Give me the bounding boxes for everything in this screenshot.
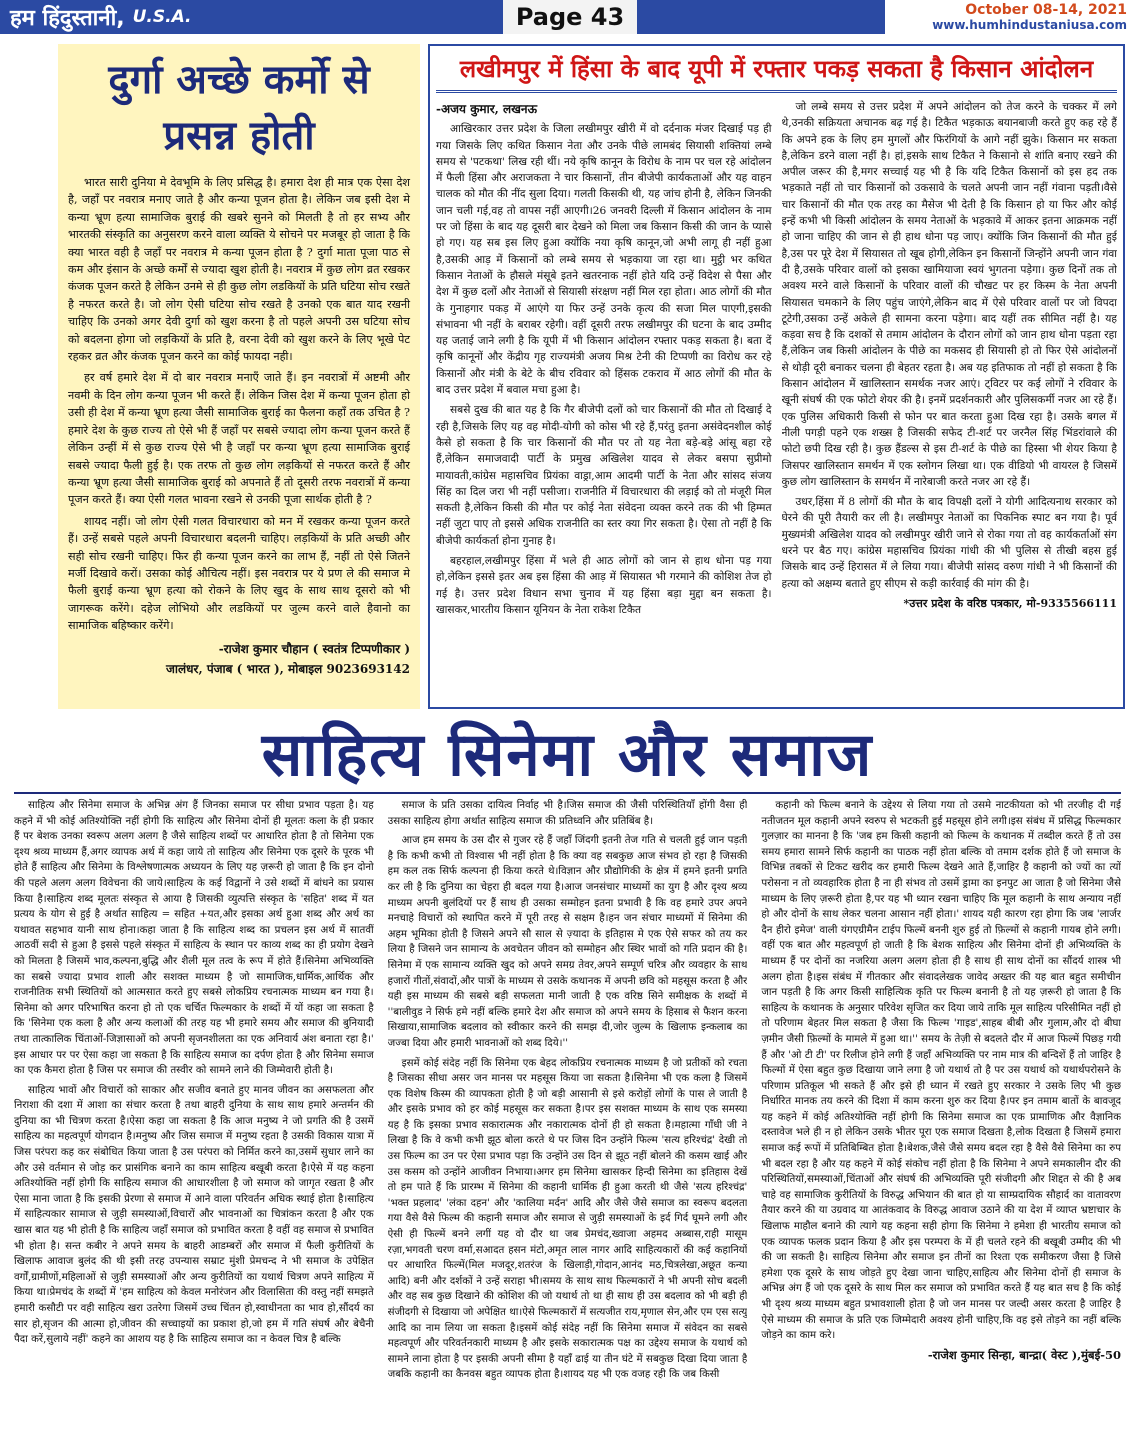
heading-divider <box>14 792 1121 794</box>
article-lakhimpur-columns <box>436 99 1117 705</box>
masthead-brand-area <box>0 0 500 34</box>
article-durga-paragraph: शायद नहीं। जो लोग ऐसी गलत विचारधारा को मन में रखकर कन्या पूजन करते हैं। उन्हें सबसे पहले अपनी विचारधारा बदलनी चाहिए। लड़कियों के प्रति अच्छी और सही सोच रखनी चाहिए। फिर ही कन्या पूजन करने का लाभ हैं, नहीं तो ऐसे जितने मर्जी दिखावे करों। उसका कोई औचित्य नहीं। इस नवरात्र पर ये प्रण ले की समाज मे फैली बुराई कन्या भ्रूण हत्या को रोकने के लिए खुद के साथ साथ दूसरो को भी जागरूक करेंगे। दहेज लोभियो और लडकियों पर जुल्म करने वाले हैवानो का सामाजिक बहिष्कार करेंगे। <box>68 514 410 633</box>
article-cinema-heading: साहित्य सिनेमा और समाज <box>261 720 874 790</box>
article-cinema-paragraph: इसमें कोई संदेह नहीं कि सिनेमा एक बेहद लोकप्रिय रचनात्मक माध्यम है जो प्रतीकों को रचता है जिसका सीधा असर जन मानस पर महसूस किया जा सकता है।सिनेमा भी एक कला है जिसमें एक विशेष किस्म की व्यापकता होती है जो बड़ी आसानी से इसे करोड़ों लोगों के पास ले जाती है और इसके प्रभाव को हर कोई महसूस कर सकता है।पर इस सशक्त माध्यम के साथ एक समस्या यह है कि इसका प्रभाव सकारात्मक और नकारात्मक दोनों ही हो सकता है।महात्मा गाँधी जी ने लिखा है कि वे कभी कभी झूठ बोला करते थे पर जिस दिन उन्होंने फिल्म 'सत्य हरिश्चंद्र' देखी तो उस फिल्म का उन पर ऐसा प्रभाव पड़ा कि उन्होंने उस दिन से झूठ नहीं बोलने की कसम खाई और उस कसम को उन्होंने आजीवन निभाया।अगर हम सिनेमा खासकर हिन्दी सिनेमा का इतिहास देखें तो हम पाते हैं कि प्रारम्भ में सिनेमा की कहानी धार्मिक ही हुआ करती थी जैसे 'सत्य हरिश्चंद्र' 'भक्त प्रहलाद' 'लंका दहन' और 'कालिया मर्दन' आदि और जैसे जैसे समाज का स्वरूप बदलता गया वैसे वैसे फिल्म की कहानी समाज और समाज से जुड़ी समस्याओं के इर्द गिर्द घूमने लगी और ऐसी ही फिल्में बनने लगीं यह वो दौर था जब प्रेमचंद,ख्वाजा अहमद अब्बास,राही मासूम रज़ा,भगवती चरण वर्मा,सआदत हसन मंटो,अमृत लाल नागर आदि साहित्यकारों की कई कहानियों पर आधारित फिल्में(मिल मजदूर,शतरंज के खिलाड़ी,गोदान,आनंद मठ,चित्रलेखा,अछूत कन्या आदि) बनी और दर्शकों ने उन्हें सराहा भी।समय के साथ साथ फिल्मकारों ने भी अपनी सोच बदली और वह सब कुछ दिखाने की कोशिश की जो यथार्थ तो था ही साथ ही उस बदलाव को भी बड़ी ही संजीदगी से दिखाया जो अपेक्षित था।ऐसे फिल्मकारों में सत्यजीत राय,मृणाल सेन,और एम एस सत्यु आदि का नाम लिया जा सकता है।इसमें कोई संदेह नहीं कि सिनेमा समाज में संवेदन का सबसे महत्वपूर्ण और परिवर्तनकारी माध्यम है और इसके सकारात्मक पक्ष का उद्देश्य समाज के यथार्थ को सामने लाना होता है पर इसकी अपनी सीमा है यहाँ ढाई या तीन घंटे में सबकुछ दिखा दिया जाता है जबकि कहानी का कैनवस बहुत व्यापक होता है।शायद यह भी एक वजह रही कि जब किसी <box>387 1057 748 1381</box>
publication-name: हम हिंदुस्तानी, <box>10 6 125 31</box>
masthead <box>0 0 1135 34</box>
article-lakhimpur-headline: लखीमपुर में हिंसा के बाद यूपी में रफ्तार पकड़ सकता है किसान आंदोलन <box>436 50 1117 93</box>
article-durga <box>58 44 420 709</box>
article-cinema-byline: -राजेश कुमार सिन्हा, बान्द्रा( वेस्ट ),मुंबई-50 <box>927 1347 1121 1362</box>
page-number: Page 43 <box>500 0 640 34</box>
article-cinema-column-3 <box>761 798 1121 1440</box>
masthead-meta <box>885 0 1135 34</box>
article-cinema <box>14 798 1121 1440</box>
article-lakhimpur-credit: *उत्तर प्रदेश के वरिष्ठ पत्रकार, मो-9335566111 <box>903 596 1117 610</box>
publication-region: U.S.A. <box>132 7 192 27</box>
article-cinema-paragraph: साहित्य और सिनेमा समाज के अभिन्न अंग हैं जिनका समाज पर सीधा प्रभाव पड़ता है। यह कहने में भी कोई अतिश्योक्ति नहीं होगी कि साहित्य और सिनेमा दोनों ही मूलतः कला के ही प्रकार हैं पर बेशक उनका स्वरूप अलग अलग है जैसे साहित्य शब्दों पर आधारित होता है तो सिनेमा एक दृश्य श्रव्य माध्यम हैं,अगर व्यापक अर्थ में कहा जाये तो साहित्य और सिनेमा एक दूसरे के पूरक भी होते हैं साहित्य और सिनेमा के विश्लेषणात्मक अध्ययन के लिए यह ज़रूरी हो जाता है कि इन दोनो की पहले अलग अलग विवेचना की जाये।साहित्य के कई विद्वानों ने उसे शब्दों में बांधने का प्रयास किया है।साहित्य शब्द मूलतः संस्कृत से आया है जिसकी व्युत्पत्ति संस्कृत के 'सहित' शब्द में यत प्रत्यय के योग से हुई है अर्थात साहित्य = सहित +यत,और इसका अर्थ हुआ शब्द और अर्थ का यथावत सहभाव यानी साथ होना।कहा जाता है कि साहित्य शब्द का प्रचलन इस अर्थ में सातवीं आठवीं सदी से हुआ है इससे पहले संस्कृत में साहित्य के स्थान पर काव्य शब्द का ही प्रयोग देखने को मिलता है जिसमें भाव,कल्पना,बुद्धि और शैली मूल तत्व के रूप में होते हैं।सिनेमा अभिव्यक्ति का सबसे ज्यादा प्रभाव शाली और सशक्त माध्यम है जो सामाजिक,धार्मिक,आर्थिक और राजनीतिक सभी स्थितियों को आत्मसात करते हुए सबसे लोकप्रिय रचनात्मक माध्यम बन गया है।सिनेमा को अगर परिभाषित करना हो तो एक चर्चित फिल्मकार के शब्दों में यों कहा जा सकता है कि 'सिनेमा एक कला है और अन्य कलाओं की तरह यह भी हमारे समय और समाज की बुनियादी तथा तात्कालिक चिंताओं-जिज्ञासाओं को अपनी सृजनशीलता का एक अनिवार्य अंश बनाता रहा है।' इस आधार पर पर ऐसा कहा जा सकता है कि साहित्य समाज का दर्पण होता है और सिनेमा समाज का एक कैमरा होता है जिस पर समाज की तस्वीर को सामने लाने की जिम्मेवारी होती है। <box>14 800 374 1077</box>
issue-date: October 08-14, 2021 <box>965 2 1127 18</box>
article-durga-byline-name: -राजेश कुमार चौहान ( स्वतंत्र टिप्पणीकार ) <box>218 641 410 656</box>
article-durga-byline-contact: जालंधर, पंजाब ( भारत ), मोबाइल 9023693142 <box>166 661 410 676</box>
article-lakhimpur-author: -अजय कुमार, लखनऊ <box>436 102 537 116</box>
article-cinema-column-2 <box>388 798 748 1440</box>
article-cinema-paragraph: समाज के प्रति उसका दायित्व निर्वाह भी है।जिस समाज की जैसी परिस्थितियाँ होंगी वैसा ही उसका साहित्य होगा अर्थात साहित्य समाज की प्रतिध्वनि और प्रतिबिंब है। <box>387 800 748 827</box>
article-durga-paragraph: भारत सारी दुनिया मे देवभूमि के लिए प्रसिद्ध है। हमारा देश ही मात्र एक ऐसा देश है, जहाँ पर नवरात्र मनाए जाते है और कन्या पूजन होता है। लेकिन जब इसी देश मे कन्या भ्रूण हत्या सामाजिक बुराई की खबरे सुनने को मिलती है तो हर सभ्य और भारतकी संस्कृति का अनुसरण करने वाला व्यक्ति ये सोचने पर मजबूर हो जाता है कि क्या भारत वही है जहाँ पर नवरात्र मे कन्या पूजन होता है ? दुर्गा माता पूजा पाठ से कम और इंसान के अच्छे कर्मों से ज्यादा खुश होती है। नवरात्र में कुछ लोग व्रत रखकर कंजक पूजन करते है लेकिन उनमे से ही कुछ लोग लडकियों के प्रति घटिया सोच रखते है नफरत करते है। जो लोग ऐसी घटिया सोच रखते है उनको एक बात याद रखनी चाहिए कि उनको अगर देवी दुर्गा को खुश करना है तो पहले अपनी उस घटिया सोच को बदलना होगा जो लड़कियों के प्रति है, वरना देवी को खुश करने के लिए भूखे पेट रहकर व्रत और कंजक पूजन करने का कोई फायदा नही। <box>68 176 410 364</box>
article-lakhimpur-column-1 <box>436 99 772 705</box>
article-cinema-paragraph: साहित्य भावों और विचारों को साकार और सजीव बनाते हुए मानव जीवन का असफलता और निराशा की दशा में आशा का संचार करता है तथा बाहरी दुनिया के साथ साथ हमारे अन्तर्मन की दुनिया का भी चित्रण करता है।ऐसा कहा जा सकता है कि आज मनुष्य ने जो प्रगति की है उसमें साहित्य का महत्वपूर्ण योगदान है।मनुष्य और जिस समाज में मनुष्य रहता है उसकी विकास यात्रा में जिस परंपरा कह कर संबोधित किया जाता है उस परंपरा को निर्मित करने का,उसमें सुधार लाने का और उसे वर्तमान से जोड़ कर प्रासंगिक बनाने का काम साहित्य बखूबी करता है।ऐसे में यह कहना अतिश्योक्ति नहीं होगी कि साहित्य समाज की आधारशीला है जो समाज को जागृत रखता है और ऐसा माना जाता है कि इसकी प्रेरणा से समाज में आने वाला परिवर्तन अधिक स्थाई होता है।साहित्य में साहित्यकार सामाज से जुड़ी समस्याओं,विचारों और भावनाओं का चित्रांकन करता है और एक खास बात यह भी होती है कि साहित्य जहाँ समाज को प्रभावित करता है वहीं वह समाज से प्रभावित भी होता है। सन्त कबीर ने अपने समय के बाहरी आडम्बरों और समाज में फैली कुरीतियों के खिलाफ आवाज बुलंद की थी इसी तरह उपन्यास सम्राट मुंशी प्रेमचन्द ने भी समाज के उपेक्षित वर्गों,ग्रामीणों,महिलाओं से जुड़ी समस्याओं और अन्य कुरीतियों का यथार्थ चित्रण अपने साहित्य में किया था।प्रेमचंद के शब्दों में 'हम साहित्य को केवल मनोरंजन और विलासिता की वस्तु नहीं समझते हमारी कसौटी पर वही साहित्य खरा उतरेगा जिसमें उच्च चिंतन हो,स्वाधीनता का भाव हो,सौंदर्य का सार हो,सृजन की आत्मा हो,जीवन की सच्चाइयों का प्रकाश हो,जो हम में गति संघर्ष और बेचैनी पैदा करें,सुलाये नहीं' कहने का आशय यह है कि साहित्य समाज का न केवल चित्र है बल्कि <box>14 1084 374 1346</box>
article-cinema-paragraph: कहानी को फिल्म बनाने के उद्देश्य से लिया गया तो उसमे नाटकीयता को भी तरजीह दी गई नतीजतन मूल कहानी अपने स्वरुप से भटकती हुई महसूस होने लगी।इस संबंध में प्रसिद्ध फिल्मकार गुलज़ार का मानना है कि 'जब हम किसी कहानी को फिल्म के कथानक में तब्दील करते हैं तो उस समय हमारा सामने सिर्फ कहानी का पाठक नहीं होता बल्कि वो तमाम दर्शक होते हैं जो समाज के विभिन्न तबकों से टिकट खरीद कर हमारी फिल्म देखने आते हैं,जाहिर है कहानी को ज्यों का त्यों परोसना न तो व्यवहारिक होता है ना ही संभव तो उसमें ड्रामा का इनपुट आ जाता है जो सिनेमा जैसे माध्यम के लिए ज़रूरी होता है,पर यह भी ध्यान रखना चाहिए कि मूल कहानी के साथ अन्याय नहीं हो और दोनों के साथ लेकर चलना आसान नहीं होता।' शायद यही कारण रहा होगा कि जब 'लार्जर दैन हीरो इमेज' वाली यंगएग्रीमैन टाईप फिल्में बननी शुरु हुई तो फ़िल्मों से कहानी गायब होने लगी।वहीं एक बात और महत्वपूर्ण हो जाती है कि बेशक साहित्य और सिनेमा दोनों ही अभिव्यक्ति के माध्यम हैं पर दोनों का नजरिया अलग अलग होता ही है साथ ही साथ दोनों का सौंदर्य शास्त्र भी अलग होता है।इस संबंध में गीतकार और संवादलेखक जावेद अख्तर की यह बात बहुत समीचीन जान पड़ती है कि अगर किसी साहित्यिक कृति पर फिल्म बनानी है तो यह ज़रूरी हो जाता है कि साहित्य के कथानक के अनुसार परिवेश सृजित कर दिया जाये ताकि मूल साहित्य परिसीमित नहीं हो तो परिणाम बेहतर मिल सकता है जैसा कि फिल्म 'गाइड',साहब बीबी और गुलाम,और दो बीघा ज़मीन जैसी फ़िल्मों के मामले में हुआ था।'' समय के तेज़ी से बदलते दौर में आज फिल्में पिछड़ गयी हैं और 'ओ टी टी' पर रिलीज होने लगी हैं जहाँ अभिव्यक्ति पर नाम मात्र की बन्दिशें हैं तो जाहिर है फिल्मों में ऐसा बहुत कुछ दिखाया जाने लगा है जो यथार्थ तो है पर उस यथार्थ को यथार्थपरोसने के परिणाम प्रतिकूल भी सकते हैं और इसे ही ध्यान में रखते हुए सरकार ने उसके लिए भी कुछ निर्धारित मानक तय करने की दिशा में काम करना शुरु कर दिया है।पर इन तमाम बातों के बावजूद यह कहने में कोई अतिश्योक्ति नहीं होगी कि सिनेमा समाज का एक प्रामाणिक और वैज्ञानिक दस्तावेज भले ही न हो लेकिन उसके भीतर पूरा एक समाज दिखता है,लोक दिखता है जिसमें हमारा समाज कई रूपों में प्रतिबिम्बित होता है।बेशक,जैसे जैसे समय बदल रहा है वैसे वैसे सिनेमा का रुप भी बदल रहा है और यह कहने में कोई संकोच नहीं होता है कि सिनेमा ने अपने समकालीन दौर की परिस्थितियों,समस्याओं,चिंताओं और संघर्ष की अभिव्यक्ति पूरी संजीदगी और शिद्दत से की है अब चाहे वह सामाजिक कुरीतियों के विरुद्ध अभियान की बात हो या साम्प्रदायिक सौहार्द का वातावरण तैयार करने की या उग्रवाद या आतंकवाद के विरुद्ध आवाज उठाने की या देश में व्याप्त भ्रष्टाचार के खिलाफ माहौल बनाने की त्यागे यह कहना सही होगा कि सिनेमा ने हमेशा ही भारतीय समाज को एक व्यापक फलक प्रदान किया है और इस परम्परा के में ही चलते रहने की बखूबी उम्मीद की भी की जा सकती है। साहित्य सिनेमा और समाज इन तीनों का रिश्ता एक समीकरण जैसा है जिसे हमेशा एक दूसरे के साथ जोड़ते हुए देखा जाना चाहिए,साहित्य और सिनेमा दोनों ही समाज के अभिन्न अंग हैं जो एक दूसरे के साथ मिल कर समाज को प्रभावित करते हैं यह बात सच है कि कोई भी दृश्य श्रव्य माध्यम बहुत प्रभावशाली होता है जो जन मानस पर जल्दी असर करता है जाहिर है ऐसे माध्यम की समाज के प्रति एक जिम्मेदारी अवश्य होनी चाहिए,कि वह इसे तोड़ने का नहीं बल्कि जोड़ने का काम करे। <box>761 800 1121 1342</box>
article-durga-headline: दुर्गा अच्छे कर्मो से प्रसन्न होती <box>108 57 370 159</box>
article-lakhimpur-paragraph: बहरहाल,लखीमपुर हिंसा में भले ही आठ लोगों को जान से हाथ धोना पड़ गया हो,लेकिन इससे इतर अब इस हिंसा की आड़ में सियासत भी गरमाने की कोशिश तेज हो गई है। उत्तर प्रदेश विधान सभा चुनाव में यह हिंसा बड़ा मुद्दा बन सकता है। खासकर,भारतीय किसान यूनियन के नेता राकेश टिकैत <box>436 555 772 616</box>
article-lakhimpur-column-2 <box>782 99 1118 705</box>
article-lakhimpur-paragraph: आखिरकार उत्तर प्रदेश के जिला लखीमपुर खीरी में वो दर्दनाक मंजर दिखाई पड़ ही गया जिसके लिए कथित किसान नेता और उनके पीछे लामबंद सियासी शक्तियां लम्बे समय से 'पटकथा' लिख रही थीं। नये कृषि कानून के विरोध के नाम पर चल रहे आंदोलन में फैली हिंसा और अराजकता ने चार किसानों, तीन बीजेपी कार्यकताओं और यह वाहन चालक को मौत की नींद सुला दिया। गलती किसकी थी, यह जांच होनी है, लेकिन जिनकी जान चली गई,वह तो वापस नहीं आएगी।26 जनवरी दिल्ली में किसान आंदोलन के नाम पर जो हिंसा के बाद यह दूसरी बार देखने को मिला जब किसान किसी की जान के प्यासे हो गए। यह सब इस लिए हुआ क्योंकि नया कृषि कानून,जो अभी लागू ही नहीं हुआ है,उसकी आड़ में किसानों को लम्बे समय से भड़काया जा रहा था। मुट्ठी भर कथित किसान नेताओं के हौसले मंसूबे इतने खतरनाक नहीं होते यदि उन्हें विदेश से पैसा और देश में कुछ दलों और नेताओं से सियासी संरक्षण नहीं मिल रहा होता। आठ लोगों की मौत के गुनाहगार पकड़ में आएंगे या फिर उन्हें उनके कृत्य की सजा मिल पाएगी,इसकी संभावना भी नहीं के बराबर रहेगी। वहीं दूसरी तरफ लखीमपुर की घटना के बाद उम्मीद यह जताई जाने लगी है कि यूपी में भी किसान आंदोलन रफ्तार पकड़ सकता है। बता दें कृषि कानूनों और केंद्रीय गृह राज्यमंत्री अजय मिश्र टेनी की टिप्पणी का विरोध कर रहे किसानों और मंत्री के बेटे के बीच रविवार को हिंसक टकराव में आठ लोगों की मौत के बाद उत्तर प्रदेश में बवाल मचा हुआ है। <box>436 123 772 397</box>
article-lakhimpur-paragraph: सबसे दुख की बात यह है कि गैर बीजेपी दलों को चार किसानों की मौत तो दिखाई दे रही है,जिसके लिए यह वह मोदी-योगी को कोस भी रहे हैं,परंतु इतना असंवेदनशील कोई कैसे हो सकता है कि चार किसानों की मौत पर तो यह नेता बड़े-बड़े आंसू बहा रहे हैं,लेकिन समाजवादी पार्टी के प्रमुख अखिलेश यादव से लेकर बसपा सुप्रीमो मायावती,कांग्रेस महासचिव प्रियंका वाड्रा,आम आदमी पार्टी के नेता और सांसद संजय सिंह का दिल जरा भी नहीं पसीजा। राजनीति में विचारधारा की लड़ाई को तो मंजूरी मिल सकती है,लेकिन किसी की मौत पर कोई नेता संवेदना व्यक्त करने तक की भी हिम्मत नहीं जुटा पाए तो इससे अधिक राजनीति का स्तर क्या गिर सकता है। ऐसा तो नहीं है कि बीजेपी कार्यकर्ता होना गुनाह है। <box>436 404 772 547</box>
article-lakhimpur <box>428 44 1125 709</box>
article-durga-body <box>68 174 410 635</box>
website-link[interactable]: www.humhindustaniusa.com <box>932 18 1127 32</box>
article-lakhimpur-paragraph: उधर,हिंसा में 8 लोगों की मौत के बाद विपक्षी दलों ने योगी आदित्यनाथ सरकार को घेरने की पूरी तैयारी कर ली है। लखीमपुर नेताओं का पिकनिक स्पाट बन गया है। पूर्व मुख्यमंत्री अखिलेश यादव को लखीमपुर खीरी जाने से रोका गया तो वह कार्यकर्ताओं संग धरने पर बैठ गए। कांग्रेस महासचिव प्रियंका गांधी की भी पुलिस से तीखी बहस हुई जिसके बाद उन्हें हिरासत में ले लिया गया। बीजेपी सांसद वरुण गांधी ने भी किसानों की हत्या को अक्षम्य बताते हुए सीएम से कड़ी कार्रवाई की मांग की है। <box>781 496 1117 590</box>
article-durga-paragraph: हर वर्ष हमारे देश में दो बार नवरात्र मनाएँ जाते हैं। इन नवरात्रों में अष्टमी और नवमी के दिन लोग कन्या पूजन भी करते हैं। लेकिन जिस देश में कन्या पूजन होता हो उसी ही देश में कन्या भ्रूण हत्या जैसी सामाजिक बुराई का फैलना कहाँ तक उचित है ? हमारे देश के कुछ राज्य तो ऐसे भी हैं जहाँ पर सबसे ज्यादा लोग कन्या पूजन करते हैं लेकिन उन्हीं में से कुछ राज्य ऐसे भी है जहाँ पर कन्या भ्रूण हत्या सामाजिक बुराई सबसे ज्यादा फैली हुई है। एक तरफ तो कुछ लोग लड़कियों से नफरत करते हैं और कन्या भ्रूण हत्या जैसी सामाजिक बुराई को अपनाते हैं तो दूसरी तरफ नवरात्रों में कन्या पूजन करते हैं। क्या ऐसी गलत भावना रखने से उनकी पूजा सार्थक होती है ? <box>68 371 410 507</box>
masthead-bar <box>640 0 885 34</box>
article-lakhimpur-paragraph: जो लम्बे समय से उत्तर प्रदेश में अपने आंदोलन को तेज करने के चक्कर में लगे थे,उनकी सक्रियता अचानक बढ़ गई है। टिकैत भड़काऊ बयानबाजी करते हुए कह रहे हैं कि अपने हक के लिए हम मुगलों और फिरंगियों के आगे नहीं झुके। किसान मर सकता है,लेकिन डरने वाला नहीं है। हां,इसके साथ टिकैत ने किसानो से शांति बनाए रखने की अपील जरूर की है,मगर सच्चाई यह भी है कि यदि टिकैत किसानों को इस हद तक भड़काते नहीं तो चार किसानों को उकसावे के चलते अपनी जान नहीं गंवाना पड़ती।वैसे चार किसानों की मौत एक तरह का मैसेज भी देती है कि किसान हो या फिर और कोई इन्हें कभी भी किसी आंदोलन के समय नेताओं के भड़कावे में आकर इतना आक्रमक नहीं हो जाना चाहिए की जान से ही हाथ धोना पड़ जाए। क्योंकि जिन किसानों की मौत हुई है,उस पर पूरे देश में सियासत तो खूब होगी,लेकिन इन किसानों जिन्होंने अपनी जान गंवा दी है,उसके परिवार वालों को इसका खामियाजा स्वयं भुगतना पड़ेगा। कुछ दिनों तक तो अवश्य मरने वाले किसानों के परिवार वालों की चौखट पर हर किस्म के नेता अपनी सियासत चमकाने के लिए पहुंच जाएंगे,लेकिन बाद में ऐसे परिवार वालों पर जो विपदा टूटेगी,उसका उन्हें अकेले ही सामना करना पड़ेगा। बाद यहीं तक सीमित नहीं है। यह कड़वा सच है कि दशकों से तमाम आंदोलन के दौरान लोगों को जान हाथ धोना पड़ता रहा हैं,लेकिन जब किसी आंदोलन के पीछे का मकसद ही सियासी हो तो फिर ऐसे आंदोलनों से थोड़ी दूरी बनाकर चलना ही बेहतर रहता है। अब यह इतिफाक तो नहीं हो सकता है कि किसान आंदोलन में खालिस्तान समर्थक नजर आएं। ट्विटर पर कई लोगों ने रविवार के खूनी संघर्ष की एक फोटो शेयर की है। इनमें प्रदर्शनकारी और पुलिसकर्मी नजर आ रहे हैं। एक पुलिस अधिकारी किसी से फोन पर बात करता हुआ दिख रहा है। उसके बगल में नीली पगड़ी पहने एक शख्स है जिसकी सफेद टी-शर्ट पर जरनैल सिंह भिंडरांवाले की फोटो छपी दिख रही है। कुछ हैंडल्स से इस टी-शर्ट के पीछे का हिस्सा भी शेयर किया है जिसपर खालिस्तान समर्थन में एक स्लोगन लिखा था। एक वीडियो भी वायरल है जिसमें कुछ लोग खालिस्तान के समर्थन में नारेबाजी करते नजर आ रहे हैं। <box>781 101 1117 488</box>
article-cinema-paragraph: आज हम समय के उस दौर से गुजर रहे हैं जहाँ जिंदगी इतनी तेज गति से चलती हुई जान पड़ती है कि कभी कभी तो विश्वास भी नहीं होता है कि क्या वह सबकुछ आज संभव हो रहा है जिसकी हम कल तक सिर्फ कल्पना ही किया करते थे।विज्ञान और प्रौद्योगिकी के क्षेत्र में हमने इतनी प्रगति कर ली है कि दुनिया का चेहरा ही बदल गया है।आज जनसंचार माध्यमों का युग है और दृश्य श्रव्य माध्यम अपनी बुलंदियों पर हैं साथ ही उसका सम्मोहन इतना प्रभावी है कि वह हमारे उपर अपने मनचाहे विचारों को स्थापित करने में पूरी तरह से सक्षम है।हन जन संचार माध्यमों में सिनेमा की अहम भूमिका होती है जिसने अपने सौ साल से ज़्यादा के इतिहास मे एक ऐसे सफर को तय कर लिया है जिसने जन सामान्य के अवचेतन जीवन को सम्मोहन और स्थिर भावों को गति प्रदान की है।सिनेमा में एक सामान्य व्यक्ति खुद को अपने समग्र तेवर,अपने सम्पूर्ण चरित्र और व्यवहार के साथ हजारों गीतों,संवादों,और पात्रों के माध्यम से उसके कथानक में अपनी छवि को महसूस करता है और यही इस माध्यम की सबसे बड़ी सफलता मानी जाती है एक वरिष्ठ सिने समीक्षक के शब्दों में ''बालीवुड ने सिर्फ हमे नहीं बल्कि हमारे देश और समाज को अपने समय के हिसाब से फैशन करना सिखाया,सामाजिक बदलाव को स्वीकार करने की समझ दी,जोर जुल्म के खिलाफ इन्कलाब का जज्बा दिया और हमारी भावनाओं को शब्द दिये।'' <box>387 835 748 1049</box>
article-cinema-column-1 <box>14 798 374 1440</box>
